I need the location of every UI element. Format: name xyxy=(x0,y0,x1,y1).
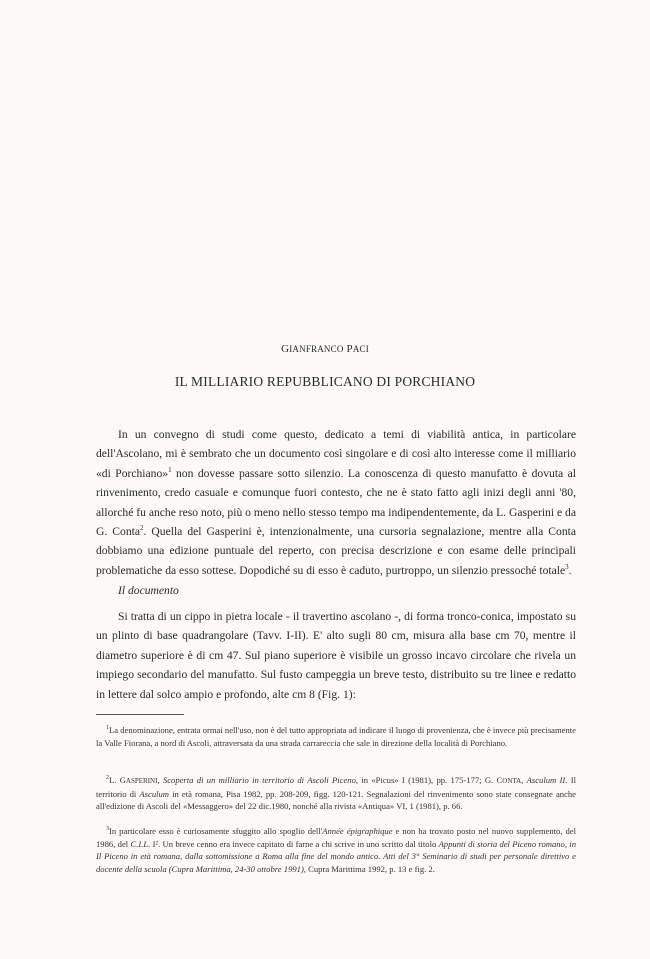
footnote-ref-1: 1 xyxy=(168,465,172,474)
paragraph-intro: In un convegno di studi come questo, dedicato a temi di viabilità antica, in particolare dell'Ascolano, mi è sembrato che un documento così singolare e di così alto interesse come il milliario «di Porchiano»$^1$ non dovesse passare sotto silenzio. La conoscenza di questo manufatto è dovuta al rinvenimento, credo casuale e comunque fuori contesto, che ne è stato fatto agli inizi degli anni '80, allorché fu anche reso noto, più o meno nello stesso tempo ma indipendentemente, da L. Gasperini e da G. Conta$^2$. Quella del Gasperini è, intenzionalmente, una cursoria segnalazione, mentre alla Conta dobbiamo una edizione puntuale del reperto, con precisa descrizione e con esame delle principali problematiche da esso sottese. Dopodiché su di esso è caduto, purtroppo, un silenzio pressoché totale$^3$. xyxy=(96,428,576,577)
footnote-divider xyxy=(96,714,184,715)
article-title: IL MILLIARIO REPUBBLICANO DI PORCHIANO xyxy=(174,374,476,389)
footnote-3: $^3$In particolare esso è curiosamente sfuggito allo spoglio dell'Année épigraphique e non ha trovato posto nel nuovo supplemento, del 1986, del C.I.L. I². Un breve cenno era invece capitato di farne a chi scrive in uno scritto dal titolo Appunti di storia del Piceno romano, in Il Piceno in età romana, dalla sottomissione a Roma alla fine del mondo antico. Atti del 3° Seminario di studi per personale direttivo e docente della scuola (Cupra Marittima, 24-30 ottobre 1991), Cupra Marittima 1992, p. 13 e fig. 2. xyxy=(96,826,576,874)
footnote-2: $^2$L. GASPERINI, Scoperta di un milliario in territorio di Ascoli Piceno, in «Picus» I (1981), pp. 175-177; G. CONTA, Asculum II. Il territorio di Asculum in età romana, Pisa 1982, pp. 208-209, figg. 120-121. Segnalazioni del rinvenimento sono state consegnate anche all'edizione di Ascoli del «Messaggero» del 22 dic.1980, nonché alla rivista «Antiqua» VI, 1 (1981), p. 66. xyxy=(96,775,576,812)
footnote-ref-3: 3 xyxy=(565,562,569,571)
paragraph-document: Si tratta di un cippo in pietra locale - il travertino ascolano -, di forma tronco-conica, impostato su un plinto di base quadrangolare (Tavv. I-II). E' alto sugli 80 cm, misura alla base cm 70, mentre il diametro superiore è di cm 47. Sul piano superiore è visibile un grosso incavo circolare che rivela un impiego secondario del manufatto. Sul fusto campeggia un breve testo, distribuito su tre linee e redatto in lettere dal solco ampio e profondo, alte cm 8 (Fig. 1): xyxy=(96,610,576,701)
footnote-ref-2: 2 xyxy=(139,524,144,533)
footnote-1: $^1$La denominazione, entrata ormai nell'uso, non è del tutto appropriata ad indicare il luogo di provenienza, che è invece più precisamente la Valle Fiorana, a nord di Ascoli, attraversata da una strada carrareccia che sale in direzione della località di Porchiano. xyxy=(96,725,576,748)
author-name: GIANFRANCO PACI xyxy=(281,343,369,355)
section-heading: Il documento xyxy=(118,584,179,597)
